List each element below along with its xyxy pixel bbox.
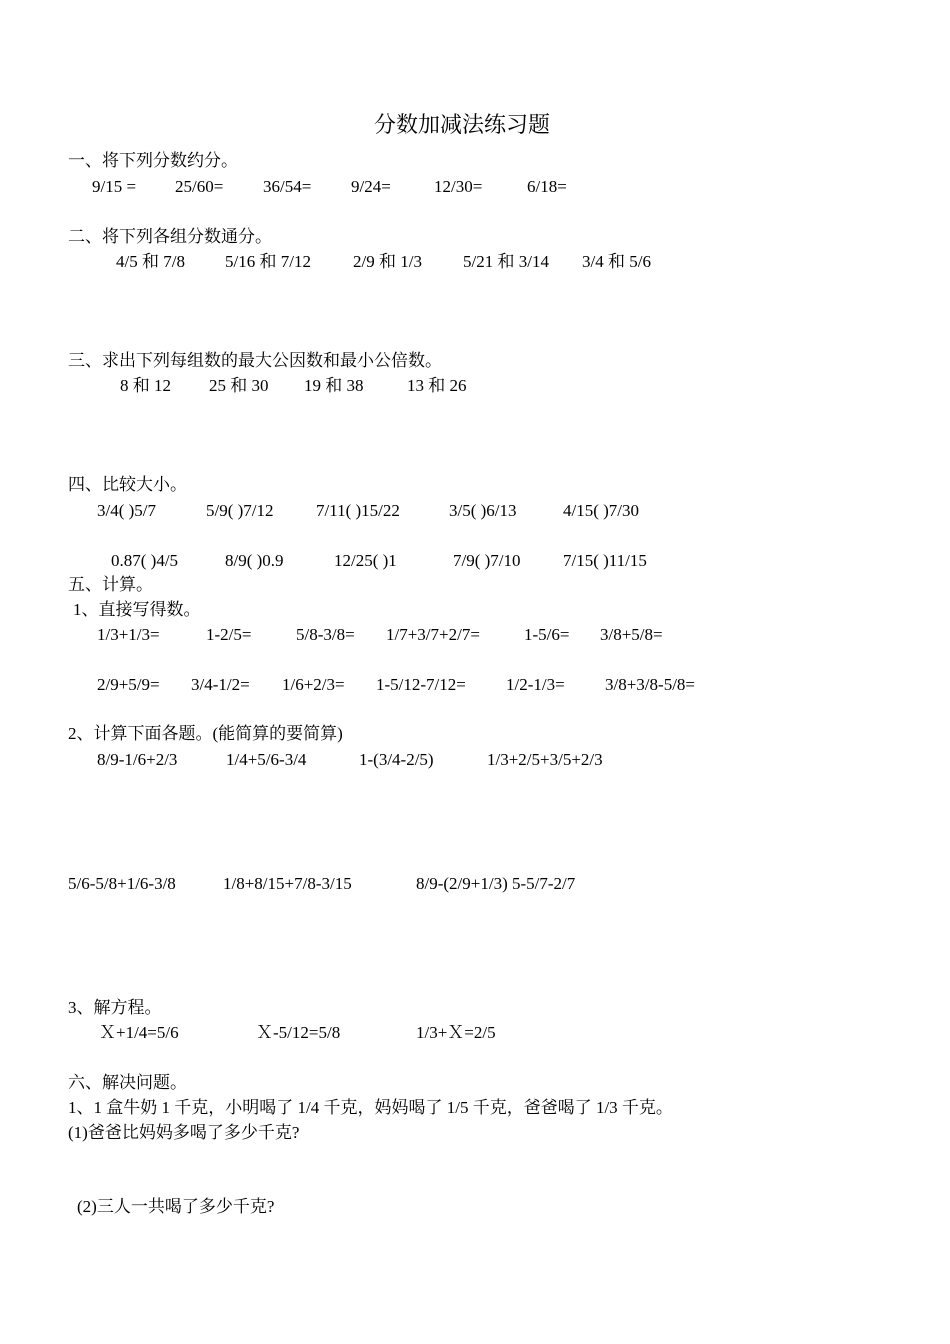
section-5-heading: 五、计算。 (68, 575, 153, 594)
exercise-item: 25 和 30 (209, 376, 269, 395)
exercise-item: 2/9+5/9= (97, 675, 160, 694)
exercise-item: 1/8+8/15+7/8-3/15 (223, 874, 352, 893)
exercise-item: 9/24= (351, 177, 391, 196)
exercise-item: 1/6+2/3= (282, 675, 345, 694)
subsection-1-heading: 1、直接写得数。 (73, 600, 201, 619)
equation-item: 1/3+Ｘ=2/5 (416, 1023, 496, 1042)
exercise-item: 8 和 12 (120, 376, 171, 395)
exercise-item: 12/30= (434, 177, 483, 196)
exercise-item: 1/7+3/7+2/7= (386, 625, 480, 644)
exercise-item: 5/8-3/8= (296, 625, 355, 644)
exercise-item: 25/60= (175, 177, 224, 196)
exercise-item: 1-(3/4-2/5) (359, 750, 434, 769)
exercise-item: 1/2-1/3= (506, 675, 565, 694)
question-2: (2)三人一共喝了多少千克? (77, 1197, 275, 1216)
exercise-item: 1/3+2/5+3/5+2/3 (487, 750, 603, 769)
exercise-item: 3/8+3/8-5/8= (605, 675, 696, 694)
exercise-item: 1-2/5= (206, 625, 252, 644)
section-3-heading: 三、求出下列每组数的最大公因数和最小公倍数。 (68, 351, 442, 370)
exercise-item: 4/5 和 7/8 (116, 252, 185, 271)
exercise-item: 12/25( )1 (334, 551, 397, 570)
equation-item: Ｘ+1/4=5/6 (99, 1023, 179, 1042)
exercise-item: 1/3+1/3= (97, 625, 160, 644)
subsection-2-heading: 2、计算下面各题。(能简算的要简算) (68, 724, 343, 743)
exercise-item: 3/8+5/8= (600, 625, 663, 644)
exercise-item: 1-5/12-7/12= (376, 675, 466, 694)
exercise-item: 5/21 和 3/14 (463, 252, 549, 271)
exercise-item: 7/11( )15/22 (316, 501, 400, 520)
exercise-item: 1/4+5/6-3/4 (226, 750, 307, 769)
exercise-item: 13 和 26 (407, 376, 467, 395)
exercise-item: 4/15( )7/30 (563, 501, 640, 520)
exercise-item: 3/4-1/2= (191, 675, 250, 694)
section-1-heading: 一、将下列分数约分。 (68, 151, 238, 170)
exercise-item: 1-5/6= (524, 625, 570, 644)
exercise-item: 8/9-1/6+2/3 (97, 750, 178, 769)
word-problem-text: 1、1 盒牛奶 1 千克，小明喝了 1/4 千克，妈妈喝了 1/5 千克，爸爸喝了 1/3 千克。 (68, 1098, 673, 1117)
exercise-item: 0.87( )4/5 (111, 551, 179, 570)
exercise-item: 8/9( )0.9 (225, 551, 284, 570)
exercise-item: 3/5( )6/13 (449, 501, 517, 520)
exercise-item: 3/4( )5/7 (97, 501, 157, 520)
exercise-item: 7/15( )11/15 (563, 551, 647, 570)
exercise-item: 9/15 = (92, 177, 137, 196)
equation-item: Ｘ-5/12=5/8 (256, 1023, 341, 1042)
page-title: 分数加减法练习题 (374, 112, 551, 137)
exercise-item: 5/16 和 7/12 (225, 252, 311, 271)
question-1: (1)爸爸比妈妈多喝了多少千克? (68, 1123, 300, 1142)
exercise-item: 2/9 和 1/3 (353, 252, 422, 271)
exercise-item: 6/18= (527, 177, 567, 196)
section-6-heading: 六、解决问题。 (68, 1073, 187, 1092)
exercise-item: 19 和 38 (304, 376, 364, 395)
exercise-item: 8/9-(2/9+1/3) 5-5/7-2/7 (416, 874, 576, 893)
exercise-item: 5/6-5/8+1/6-3/8 (68, 874, 176, 893)
exercise-item: 7/9( )7/10 (453, 551, 521, 570)
subsection-3-heading: 3、解方程。 (68, 998, 162, 1017)
exercise-item: 36/54= (263, 177, 312, 196)
exercise-item: 5/9( )7/12 (206, 501, 274, 520)
section-2-heading: 二、将下列各组分数通分。 (68, 227, 272, 246)
section-4-heading: 四、比较大小。 (68, 475, 187, 494)
exercise-item: 3/4 和 5/6 (582, 252, 651, 271)
